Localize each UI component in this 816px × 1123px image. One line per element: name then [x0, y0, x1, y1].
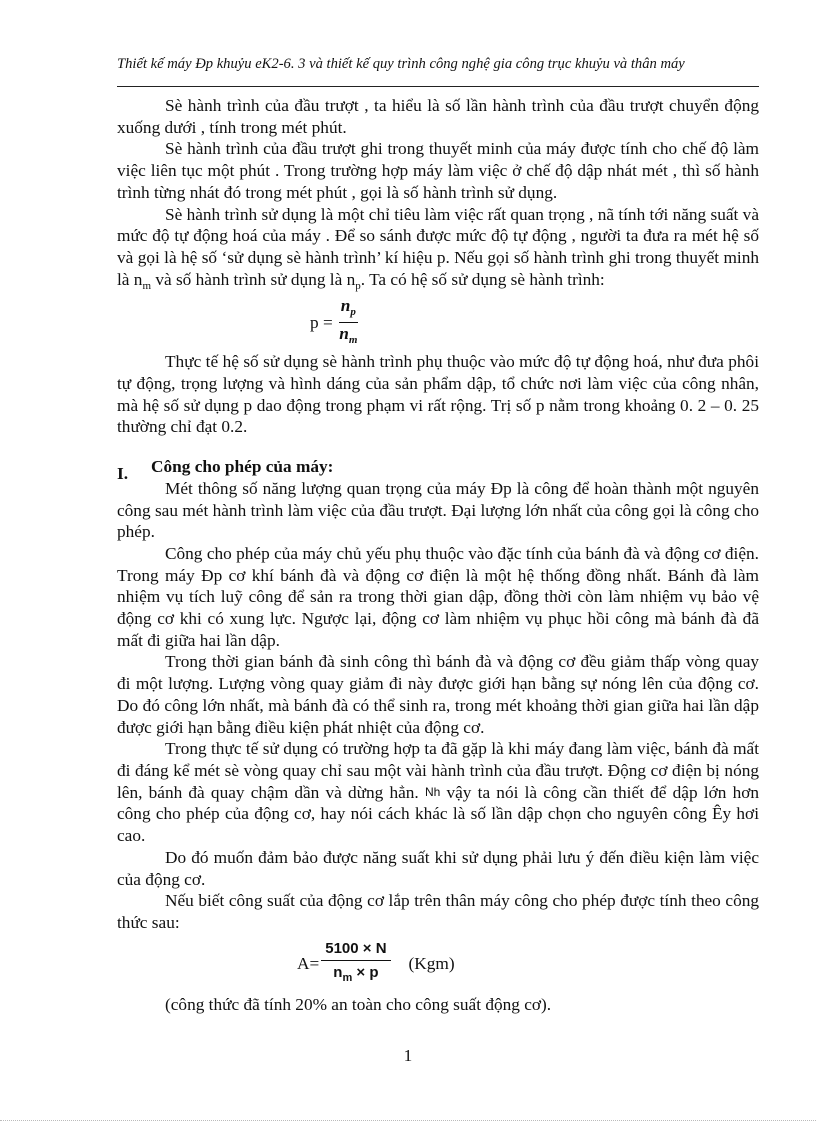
paragraph-text: vậy ta nói là công cần thiết để dập lớn hơn công cho phép của động cơ, hay nói cách khác là số lần dập chọn cho nguyên công Êy hơi cao. [117, 782, 759, 846]
paragraph-text: Sè hành trình sử dụng là một chỉ tiêu làm việc rất quan trọng , nã tính tới năng suất và mức độ tự động hoá của máy . Để so sánh được mức độ tự động , người ta đưa ra mét hệ số và gọi là hệ số ‘sử dụng sè hành trình’ kí hiệu p. Nếu gọi số hành trình ghi trong thuyết minh là n [117, 204, 759, 289]
paragraph: Trong thời gian bánh đà sinh công thì bánh đà và động cơ đều giảm thấp vòng quay đi một lượng. Lượng vòng quay giảm đi này được giới hạn bằng sự nóng lên của động cơ. Do đó công lớn nhất, mà bánh đà có thể sinh ra, trong mét khoảng thời gian giữa hai lần dập được giới hạn bằng điều kiện phát nhiệt của động cơ. [117, 652, 759, 737]
paragraph-text: . Ta có hệ số sử dụng sè hành trình: [360, 269, 605, 289]
fraction-numerator: 5100 × N [321, 940, 390, 961]
symbol: n [339, 324, 349, 344]
subscript: p [350, 306, 356, 319]
symbol: × p [352, 963, 379, 981]
paragraph: Sè hành trình của đầu trượt , ta hiểu là số lần hành trình của đầu trượt chuyển động xuống dưới , tính trong mét phút. [117, 96, 759, 137]
running-header: Thiết kế máy Đp khuỷu eK2-6. 3 và thiết kế quy trình công nghệ gia công trục khuỷu và thân máy [117, 56, 685, 72]
fraction-denominator [339, 323, 357, 349]
paragraph: Thực tế hệ số sử dụng sè hành trình phụ thuộc vào mức độ tự động hoá, như đưa phôi tự động, trọng lượng và hình dáng của sản phẩm dập, tổ chức nơi làm việc của công nhân, mà hệ số sử dụng p dao động trong phạm vi rất rộng. Trị số p nằm trong khoảng 0. 2 – 0. 25 thường chỉ đạt 0.2. [117, 352, 759, 437]
section-number: I. [117, 464, 129, 484]
paragraph-text: và số hành trình sử dụng là n [151, 269, 356, 289]
formula-p [310, 296, 759, 347]
formula-a [297, 940, 759, 988]
subscript: m [342, 971, 353, 984]
page-number: 1 [403, 1046, 413, 1065]
fraction-denominator [333, 961, 378, 988]
subscript: p [355, 279, 361, 292]
fraction [321, 940, 390, 988]
symbol: n [340, 296, 351, 316]
paragraph-stroke-ratio [117, 204, 759, 298]
paragraph: Sè hành trình của đầu trượt ghi trong thuyết minh của máy được tính cho chế độ làm việc liên tục một phút . Trong trường hợp máy làm việc ở chế độ dập nhát mét , thì số hành trình từng nhát đó trong mét phút , gọi là số hành trình sử dụng. [117, 139, 759, 202]
formula-lhs: A= [297, 953, 320, 973]
symbol: n [333, 963, 343, 981]
fraction-numerator [339, 297, 358, 323]
nh-text: Nh [424, 784, 441, 799]
header-rule [117, 86, 759, 87]
formula-note: (công thức đã tính 20% an toàn cho công suất động cơ). [165, 994, 552, 1014]
subscript: m [142, 279, 151, 292]
section-heading [117, 456, 759, 484]
fraction [339, 297, 358, 349]
paragraph [117, 738, 759, 847]
formula-lhs: p = [310, 313, 333, 333]
paragraph: Nếu biết công suất của động cơ lắp trên thân máy công cho phép được tính theo công thức sau: [117, 891, 759, 932]
paragraph: Do đó muốn đảm bảo được năng suất khi sử dụng phải lưu ý đến điều kiện làm việc của động cơ. [117, 847, 759, 889]
paragraph: Mét thông số năng lượng quan trọng của máy Đp là công để hoàn thành một nguyên công sau mét hành trình làm việc của đầu trượt. Đại lượng lớn nhất của công gọi là công cho phép. [117, 478, 759, 542]
paragraph: Công cho phép của máy chủ yếu phụ thuộc vào đặc tính của bánh đà và động cơ điện. Trong máy Đp cơ khí bánh đà và động cơ điện là một hệ thống đồng nhất. Bánh đà làm nhiệm vụ tích luỹ công để sản ra trong thời gian dập, đồng thời còn làm nhiệm vụ bảo vệ động cơ khi có xung lực. Ngược lại, động cơ làm nhiệm vụ phục hồi công mà bánh đà đã mất đi giữa hai lần dập. [117, 543, 759, 650]
subscript: m [348, 334, 358, 347]
page-bottom-divider [0, 1120, 816, 1121]
section-title: Công cho phép của máy: [151, 457, 334, 477]
formula-unit: (Kgm) [408, 953, 455, 973]
document-body [117, 95, 759, 1015]
paragraph-text: Trong thực tế sử dụng có trường hợp ta đã gặp là khi máy đang làm việc, bánh đà mất đi đáng kể mét sè vòng quay chỉ sau một vài hành trình của đầu trượt. Động cơ điện bị nóng lên, bánh đà quay chậm dần và dừng hẳn. [117, 739, 759, 802]
